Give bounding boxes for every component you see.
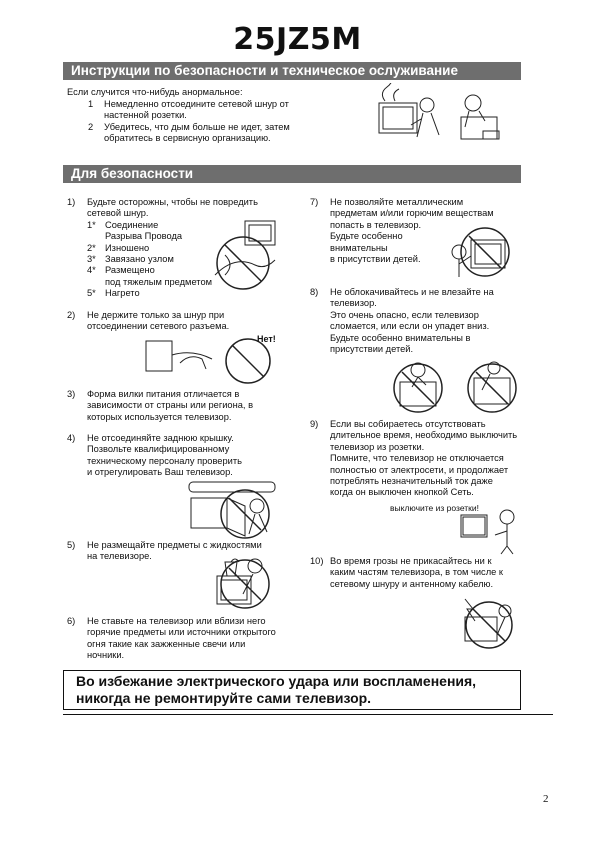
item-line: Не облокачивайтесь и не влезайте на [330,287,494,297]
unplug-illustration [455,505,525,555]
item-number: 4) [67,433,76,443]
sub-number: 2* [87,242,96,253]
item-line: на телевизоре. [87,551,152,562]
item-line: и отрегулировать Ваш телевизор. [87,467,233,478]
item-line: Позвольте квалифицированному [87,444,230,455]
back-cover-illustration [185,480,280,540]
item-line: Будьте особенно [330,231,403,242]
item-line: Не размещайте предметы с жидкостями [87,540,262,550]
step-text: настенной розетки. [104,110,187,121]
damaged-cord-illustration [205,215,285,290]
step-number [88,110,104,121]
maintenance-step [88,110,338,121]
sub-text: под тяжелым предметом [105,276,213,287]
maintenance-intro: Если случится что-нибудь анормальное: [67,87,243,97]
liquid-on-tv-illustration [205,552,280,610]
item-number: 7) [310,197,319,207]
item-line: когда он выключен кнопкой Сеть. [330,487,474,498]
item-line: каким частям телевизора, в том числе к [330,567,503,578]
item-line: полностью от электросети, и продолжает [330,464,509,475]
sub-text: Нагрето [105,288,140,299]
page-number: 2 [543,793,549,805]
item-line: Не держите только за шнур при [87,310,225,320]
item-line: огня такие как зажженные свечи или [87,638,246,649]
sub-number: 5* [87,288,96,299]
safety-item-8 [310,287,540,355]
item-line: техническому персоналу проверить [87,455,242,466]
item-line: предметам и/или горючим веществам [330,208,494,219]
sub-number: 4* [87,265,96,276]
no-label: Нет! [257,334,276,344]
sub-number [87,231,105,242]
safety-item-3 [67,389,292,423]
sub-number: 3* [87,254,96,265]
horizontal-rule [63,714,553,715]
maintenance-step [88,99,338,110]
safety-section-header: Для безопасности [63,165,521,183]
sub-number: 1* [87,219,96,230]
safety-item-10 [310,556,542,590]
item-line: Не ставьте на телевизор или вблизи него [87,616,266,626]
step-number: 1 [88,99,94,109]
metal-objects-illustration [445,222,525,282]
step-text: Убедитесь, что дым больше не идет, затем [104,121,290,132]
item-number: 3) [67,389,76,399]
item-line: Не отсоединяйте заднюю крышку. [87,433,234,443]
safety-item-9 [310,419,542,499]
step-text: Немедленно отсоедините сетевой шнур от [104,99,289,109]
sub-text: Размещено [105,265,155,276]
climbing-tv-illustration [390,358,530,418]
sub-text: Изношено [105,242,150,253]
item-number: 8) [310,287,319,297]
warning-line-2: никогда не ремонтируйте сами телевизор. [76,690,372,706]
item-line: присутствии детей. [330,344,414,355]
item-line: которых используется телевизор. [87,411,232,422]
item-line: в присутствии детей. [330,254,421,265]
item-line: телевизор. [330,298,377,309]
safety-item-4 [67,433,292,479]
item-line: сетевой шнур. [87,208,149,219]
maintenance-steps [88,99,338,145]
item-number: 6) [67,616,76,626]
item-line: Это очень опасно, если телевизор [330,309,479,320]
item-line: горячие предметы или источники открытого [87,627,276,638]
item-number: 9) [310,419,319,429]
item-line: потреблять незначительный ток даже [330,476,493,487]
item-line: сетевому шнуру и антенному кабелю. [330,578,494,589]
item-line: внимательны [330,242,388,253]
item-line: попасть в телевизор. [330,219,422,230]
maintenance-section-header: Инструкции по безопасности и техническое ослуживание [63,62,521,80]
step-number [88,133,104,144]
item-line: ночники. [87,650,125,661]
item-line: зависимости от страны или региона, в [87,400,254,411]
safety-item-6 [67,616,292,662]
maintenance-step [88,122,338,133]
unplug-note: выключите из розетки! [390,503,479,513]
item-line: Не позволяйте металлическим [330,197,464,207]
step-number: 2 [88,121,94,132]
item-number: 10) [310,556,324,566]
item-line: телевизор из розетки. [330,441,425,452]
safety-item-2 [67,310,292,333]
item-number: 1) [67,197,76,207]
item-line: Будьте особенно внимательны в [330,332,471,343]
sub-text: Соединение [105,219,159,230]
item-line: Будьте осторожны, чтобы не повредить [87,197,258,207]
sub-text: Разрыва Провода [105,231,183,242]
sub-text: Завязано узлом [105,254,174,265]
item-line: длительное время, необходимо выключить [330,430,518,441]
item-line: Во время грозы не прикасайтесь ни к [330,556,492,566]
lightning-tv-illustration [455,595,525,650]
sub-number [87,277,105,288]
item-line: Помните, что телевизор не отключается [330,453,504,464]
maintenance-step [88,133,338,144]
item-line: сломается, или если он упадет вниз. [330,321,490,332]
warning-box [63,670,521,710]
step-text: обратитесь в сервисную организацию. [104,133,271,144]
page-title: 25JZ5M [233,22,362,57]
item-line: Форма вилки питания отличается в [87,389,240,399]
smoking-tv-illustration [365,83,515,153]
item-line: Если вы собираетесь отсутствовать [330,419,486,429]
item-number: 2) [67,310,76,320]
warning-line-1: Во избежание электрического удара или воспламенения, [76,673,477,689]
item-line: отсоединении сетевого разъема. [87,321,230,332]
item-number: 5) [67,540,76,550]
